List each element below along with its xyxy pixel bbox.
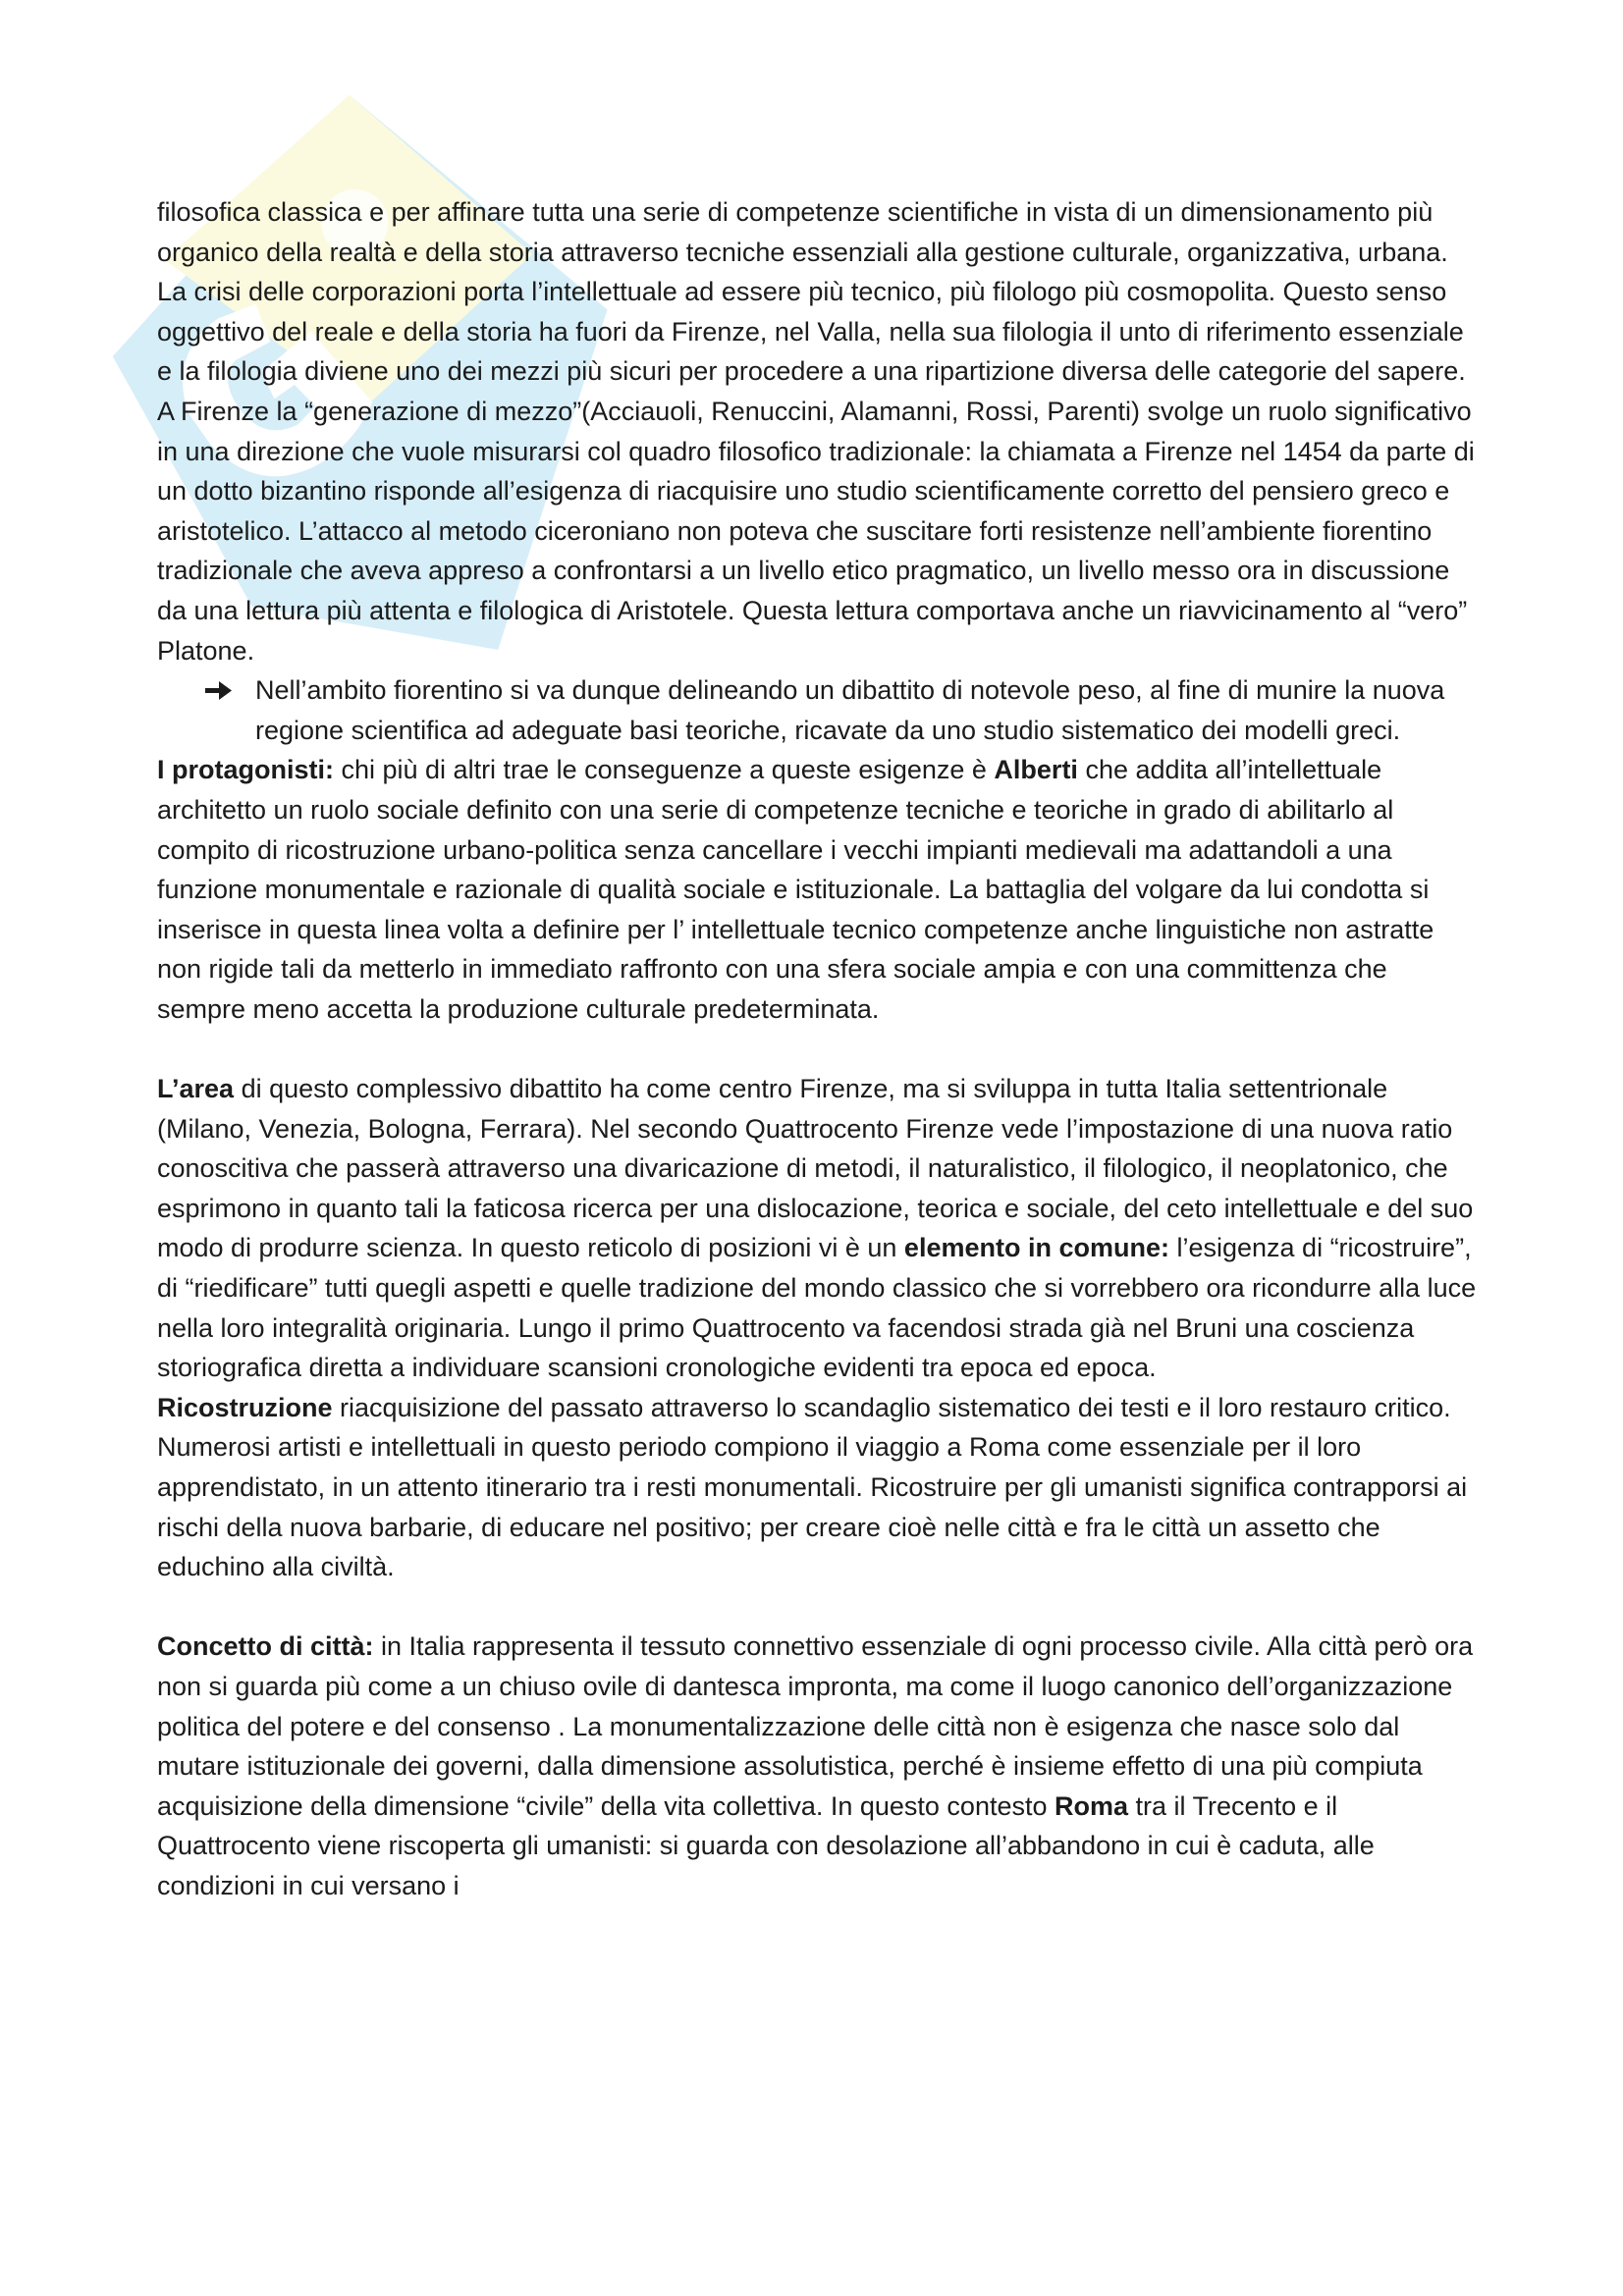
bullet-item <box>157 670 1483 750</box>
paragraph-filologia: filosofica classica e per affinare tutta una serie di competenze scientifiche in vista di un dimensionamento più organico della realtà e della storia attraverso tecniche essenziali alla gestione culturale, organizzativa, urbana. La crisi delle corporazioni porta l’intellettuale ad essere più tecnico, più filologo più cosmopolita. Questo senso oggettivo del reale e della storia ha fuori da Firenze, nel Valla, nella sua filologia il unto di riferimento essenziale e la filologia diviene uno dei mezzi più sicuri per procedere a una ripartizione diversa delle categorie del sapere. A Firenze la “generazione di mezzo”(Acciauoli, Renuccini, Alamanni, Rossi, Parenti) svolge un ruolo significativo in una direzione che vuole misurarsi col quadro filosofico tradizionale: la chiamata a Firenze nel 1454 da parte di un dotto bizantino risponde all’esigenza di riacquisire uno studio scientificamente corretto del pensiero greco e aristotelico. L’attacco al metodo ciceroniano non poteva che suscitare forti resistenze nell’ambiente fiorentino tradizionale che aveva appreso a confrontarsi a un livello etico pragmatico, un livello messo ora in discussione da una lettura più attenta e filologica di Aristotele. Questa lettura comportava anche un riavvicinamento al “vero” Platone. <box>157 197 1475 666</box>
area-text-a: di questo complessivo dibattito ha come centro Firenze, ma si sviluppa in tutta Italia settentrionale (Milano, Venezia, Bologna, Ferrara). Nel secondo Quattrocento Firenze vede l’impostazione di una nuova ratio conoscitiva che passerà attraverso una divaricazione di metodi, il naturalistico, il filologico, il neoplatonico, che esprimono in quanto tali la faticosa ricerca per una dislocazione, teorica e sociale, del ceto intellettuale e del suo modo di produrre scienza. In questo reticolo di posizioni vi è un <box>157 1074 1474 1263</box>
ricostruzione-text: riacquisizione del passato attraverso lo scandaglio sistematico dei testi e il loro restauro critico. <box>340 1392 1451 1422</box>
paragraph-ricostruzione <box>157 1388 1483 1428</box>
arrow-right-icon <box>204 670 234 710</box>
paragraph-citta <box>157 1627 1483 1905</box>
heading-area: L’area <box>157 1074 235 1104</box>
heading-ricostruzione: Ricostruzione <box>157 1392 333 1422</box>
area-text-b: l’esigenza di “ricostruire”, di “riedificare” tutti quegli aspetti e quelle tradizione del mondo classico che si vorrebbero ora ricondurre alla luce nella loro integralità originaria. Lungo il primo Quattrocento va facendosi strada già nel Bruni una coscienza storiografica diretta a individuare scansioni cronologiche evidenti tra epoca ed epoca. <box>157 1233 1477 1383</box>
heading-protagonisti: I protagonisti: <box>157 755 334 785</box>
protagonisti-text-b: che addita all’intellettuale architetto un ruolo sociale definito con una serie di competenze tecniche e teoriche in grado di abilitarlo al compito di ricostruzione urbano-politica senza cancellare i vecchi impianti medievali ma adattandoli a una funzione monumentale e razionale di qualità sociale e istituzionale. La battaglia del volgare da lui condotta si inserisce in questa linea volta a definire per l’ intellettuale tecnico competenze anche linguistiche non astratte non rigide tali da metterlo in immediato raffronto con una sfera sociale ampia e con una committenza che sempre meno accetta la produzione culturale predeterminata. <box>157 755 1434 1024</box>
paragraph-spacer <box>157 1587 1483 1628</box>
heading-citta: Concetto di città: <box>157 1631 374 1662</box>
bullet-text: Nell’ambito fiorentino si va dunque delineando un dibattito di notevole peso, al fine di munire la nuova regione scientifica ad adeguate basi teoriche, ricavate da uno studio sistematico dei modelli greci. <box>255 675 1445 745</box>
paragraph-spacer <box>157 1029 1483 1069</box>
paragraph-area <box>157 1069 1483 1388</box>
paragraph-protagonisti <box>157 750 1483 1029</box>
paragraph-roma-viaggio: Numerosi artisti e intellettuali in questo periodo compiono il viaggio a Roma come essenziale per il loro apprendistato, in un attento itinerario tra i resti monumentali. Ricostruire per gli umanisti significa contrapporsi ai rischi della nuova barbarie, di educare nel positivo; per creare cioè nelle città e fra le città un assetto che educhino alla civiltà. <box>157 1432 1468 1582</box>
document-body <box>157 192 1483 1906</box>
bold-roma: Roma <box>1055 1790 1129 1821</box>
name-alberti: Alberti <box>994 755 1078 785</box>
citta-text-a: in Italia rappresenta il tessuto connettivo essenziale di ogni processo civile. Alla città però ora non si guarda più come a un chiuso ovile di dantesca impronta, ma come il luogo canonico dell’organizzazione politica del potere e del consenso . La monumentalizzazione delle città non è esigenza che nasce solo dal mutare istituzionale dei governi, dalla dimensione assolutistica, perché è insieme effetto di una più compiuta acquisizione della dimensione “civile” della vita collettiva. In questo contesto <box>157 1631 1474 1821</box>
citta-text-b: tra il Trecento e il Quattrocento viene riscoperta gli umanisti: si guarda con desolazione all’abbandono in cui è caduta, alle condizioni in cui versano i <box>157 1790 1375 1900</box>
bold-elemento-comune: elemento in comune: <box>903 1233 1169 1263</box>
protagonisti-text-a: chi più di altri trae le conseguenze a queste esigenze è <box>333 755 995 785</box>
